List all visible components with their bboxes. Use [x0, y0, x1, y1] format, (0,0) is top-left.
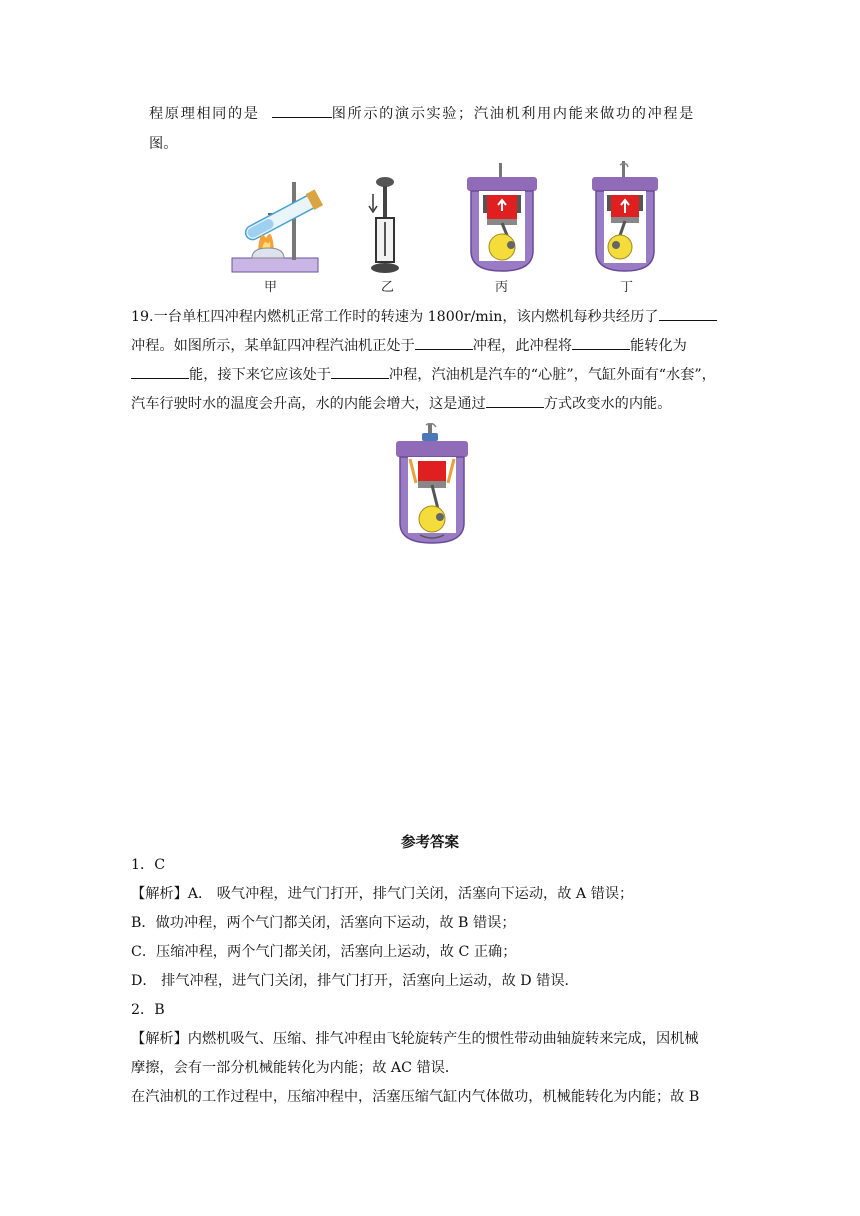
- figure-yi-air-piston: [365, 176, 405, 276]
- q19-line-3: [131, 361, 731, 390]
- caption-yi: 乙: [381, 280, 395, 295]
- caption-bing: 丙: [495, 280, 509, 295]
- answers-title: 参考答案: [401, 834, 459, 851]
- caption-ding: 丁: [620, 280, 634, 295]
- q19-text-3b: 冲程，汽油机是汽车的“心脏”，气缸外面有“水套”，: [388, 367, 716, 383]
- figure-jia-heating-tube: [228, 178, 324, 276]
- q18-text-b: 图所示的演示实验；汽油机利用内能来做功的冲程是: [331, 106, 695, 122]
- q18-blank-1: [272, 101, 332, 118]
- q19-blank-6: [486, 391, 544, 408]
- q18-text-a: 程原理相同的是: [149, 106, 260, 122]
- answer-line: 在汽油机的工作过程中，压缩冲程中，活塞压缩气缸内气体做功，机械能转化为内能；故 B: [131, 1089, 700, 1105]
- caption-jia: 甲: [264, 280, 278, 295]
- figure-q19-engine-cylinder: [392, 423, 472, 547]
- figure-bing-engine-cylinder: [463, 163, 541, 275]
- q19-line-1: [131, 303, 731, 332]
- q18-text-c: 图。: [149, 136, 178, 152]
- q19-blank-1: [659, 304, 717, 321]
- answer-line: 【解析】A． 吸气冲程，进气门打开，排气门关闭，活塞向下运动，故 A 错误；: [131, 886, 634, 902]
- answer-line: B．做功冲程，两个气门都关闭，活塞向下运动，故 B 错误；: [131, 915, 516, 931]
- answer-line: C．压缩冲程，两个气门都关闭，活塞向上运动，故 C 正确；: [131, 944, 517, 960]
- q19-text-3a: 能，接下来它应该处于: [189, 367, 331, 383]
- answer-line: 1．C: [131, 857, 166, 873]
- q19-text-1: 19.一台单杠四冲程内燃机正常工作时的转速为 1800r/min，该内燃机每秒共经历了: [131, 309, 659, 325]
- answer-line: D． 排气冲程，进气门关闭，排气门打开，活塞向上运动，故 D 错误．: [131, 973, 579, 989]
- q18-line-2: [149, 130, 731, 159]
- q19-line-2: [131, 332, 731, 361]
- q19-blank-3: [572, 333, 630, 350]
- answer-line: 摩擦，会有一部分机械能转化为内能；故 AC 错误．: [131, 1060, 460, 1076]
- q19-text-2a: 冲程。如图所示，某单缸四冲程汽油机正处于: [131, 338, 415, 354]
- figure-ding-engine-cylinder: [590, 161, 660, 275]
- q19-text-2c: 能转化为: [630, 338, 687, 354]
- q19-blank-5: [331, 362, 389, 379]
- answer-line: 2．B: [131, 1002, 165, 1018]
- q19-text-4a: 汽车行驶时水的温度会升高，水的内能会增大，这是通过: [131, 396, 486, 412]
- q19-blank-2: [415, 333, 473, 350]
- answer-line: 【解析】内燃机吸气、压缩、排气冲程由飞轮旋转产生的惯性带动曲轴旋转来完成，因机械: [131, 1031, 699, 1047]
- q19-text-2b: 冲程，此冲程将: [472, 338, 573, 354]
- q19-line-4: [131, 390, 731, 419]
- q19-text-4b: 方式改变水的内能。: [543, 396, 672, 412]
- q18-line-1: [149, 100, 731, 129]
- q19-blank-4: [131, 362, 189, 379]
